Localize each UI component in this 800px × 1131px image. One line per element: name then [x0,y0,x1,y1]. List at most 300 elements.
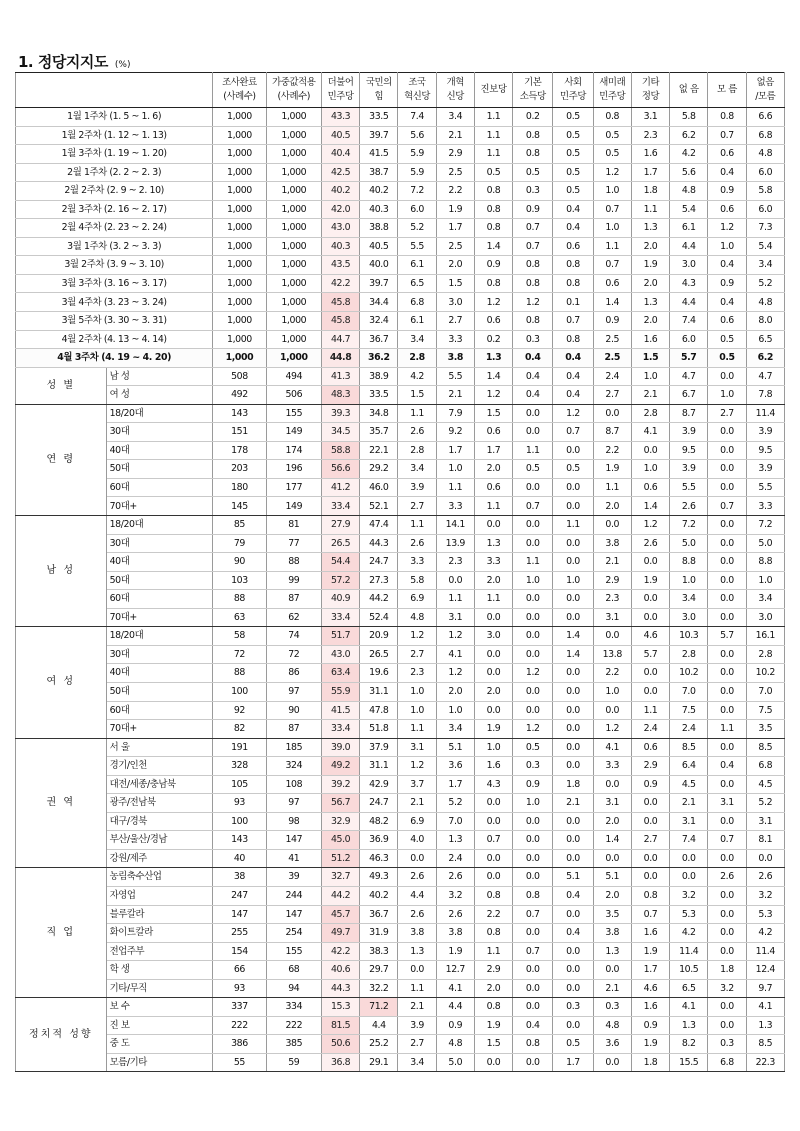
wave-row [16,330,785,349]
value-cell: 49.3 [360,868,398,887]
row-label: 70대+ [106,720,213,739]
value-cell: 2.1 [436,386,474,405]
value-cell: 54.4 [321,553,359,572]
value-cell: 49.7 [321,924,359,943]
value-cell: 0.0 [708,849,746,868]
value-cell: 40.5 [321,126,359,145]
value-cell: 0.0 [708,367,746,386]
column-header: 국민의 힘 [360,73,398,108]
value-cell: 0.0 [708,478,746,497]
value-cell: 40.0 [360,256,398,275]
value-cell: 3.8 [436,349,474,368]
value-cell: 4.8 [746,145,784,164]
value-cell: 1.2 [593,163,631,182]
value-cell: 2.8 [670,645,708,664]
value-cell: 5.1 [553,868,593,887]
value-cell: 43.5 [321,256,359,275]
value-cell: 2.6 [436,905,474,924]
value-cell: 0.4 [513,367,553,386]
value-cell: 147 [213,905,266,924]
value-cell: 2.1 [593,979,631,998]
value-cell: 6.5 [746,330,784,349]
value-cell: 4.8 [593,1016,631,1035]
column-header: 조사완료 (사례수) [213,73,266,108]
value-cell: 0.0 [553,961,593,980]
value-cell: 1.0 [398,682,436,701]
value-cell: 0.0 [474,645,512,664]
value-cell: 0.0 [553,590,593,609]
value-cell: 41.5 [360,145,398,164]
value-cell: 0.4 [553,219,593,238]
value-cell: 0.7 [593,200,631,219]
value-cell: 1.0 [708,386,746,405]
value-cell: 0.9 [631,775,669,794]
value-cell: 506 [266,386,321,405]
value-cell: 4.1 [436,645,474,664]
value-cell: 41 [266,849,321,868]
value-cell: 27.3 [360,571,398,590]
value-cell: 79 [213,534,266,553]
value-cell: 85 [213,516,266,535]
value-cell: 41.5 [321,701,359,720]
table-row [16,682,785,701]
table-row [16,590,785,609]
group-label: 연 령 [16,404,107,515]
table-row [16,1053,785,1072]
value-cell: 3.8 [593,924,631,943]
value-cell: 0.9 [631,1016,669,1035]
wave-row [16,145,785,164]
value-cell: 6.1 [398,312,436,331]
value-cell: 1.2 [631,516,669,535]
value-cell: 1.3 [631,219,669,238]
value-cell: 1.0 [746,571,784,590]
wave-label: 3월 1주차 (3. 2 ~ 3. 3) [16,237,213,256]
value-cell: 6.5 [398,274,436,293]
value-cell: 0.0 [553,812,593,831]
table-row [16,516,785,535]
value-cell: 8.1 [746,831,784,850]
value-cell: 38.8 [360,219,398,238]
value-cell: 1.7 [436,219,474,238]
value-cell: 1,000 [213,145,266,164]
value-cell: 3.0 [670,256,708,275]
value-cell: 108 [266,775,321,794]
value-cell: 0.0 [593,516,631,535]
value-cell: 1.6 [631,924,669,943]
value-cell: 1,000 [266,126,321,145]
value-cell: 1.8 [708,961,746,980]
value-cell: 93 [213,979,266,998]
value-cell: 0.5 [553,182,593,201]
value-cell: 3.4 [398,330,436,349]
value-cell: 0.4 [708,293,746,312]
value-cell: 36.2 [360,349,398,368]
value-cell: 35.7 [360,423,398,442]
value-cell: 3.1 [593,608,631,627]
value-cell: 1.9 [593,460,631,479]
value-cell: 62 [266,608,321,627]
page-title-block [18,51,130,73]
value-cell: 40.4 [321,145,359,164]
value-cell: 1,000 [213,219,266,238]
value-cell: 90 [213,553,266,572]
value-cell: 0.5 [593,126,631,145]
value-cell: 3.5 [746,720,784,739]
column-header: 없 음 [670,73,708,108]
value-cell: 49.2 [321,757,359,776]
table-row [16,775,785,794]
value-cell: 0.8 [513,886,553,905]
value-cell: 0.0 [631,682,669,701]
value-cell: 0.0 [513,868,553,887]
row-label: 40대 [106,441,213,460]
value-cell: 26.5 [321,534,359,553]
value-cell: 7.8 [746,386,784,405]
table-row [16,645,785,664]
value-cell: 40.9 [321,590,359,609]
unit-label: (%) [114,60,131,70]
table-row [16,942,785,961]
value-cell: 6.6 [746,108,784,127]
value-cell: 0.7 [513,942,553,961]
value-cell: 36.7 [360,330,398,349]
table-row [16,886,785,905]
table-row [16,979,785,998]
value-cell: 2.0 [474,571,512,590]
value-cell: 247 [213,886,266,905]
value-cell: 33.4 [321,608,359,627]
value-cell: 1.0 [593,182,631,201]
value-cell: 0.5 [708,349,746,368]
value-cell: 185 [266,738,321,757]
value-cell: 50.6 [321,1035,359,1054]
value-cell: 39.0 [321,738,359,757]
row-label: 40대 [106,664,213,683]
value-cell: 1.9 [436,942,474,961]
value-cell: 0.0 [553,701,593,720]
row-label: 50대 [106,571,213,590]
value-cell: 3.3 [436,497,474,516]
value-cell: 0.5 [553,126,593,145]
value-cell: 3.3 [474,553,512,572]
value-cell: 2.7 [593,386,631,405]
value-cell: 42.2 [321,942,359,961]
value-cell: 3.9 [398,478,436,497]
value-cell: 2.4 [436,849,474,868]
value-cell: 0.0 [708,571,746,590]
value-cell: 1.2 [513,664,553,683]
value-cell: 1.1 [474,942,512,961]
value-cell: 2.5 [436,237,474,256]
value-cell: 2.1 [553,794,593,813]
value-cell: 1.7 [631,163,669,182]
value-cell: 5.1 [593,868,631,887]
value-cell: 40.3 [321,237,359,256]
value-cell: 38 [213,868,266,887]
value-cell: 0.9 [708,274,746,293]
value-cell: 19.6 [360,664,398,683]
value-cell: 1,000 [213,293,266,312]
value-cell: 97 [266,682,321,701]
value-cell: 1.9 [474,720,512,739]
value-cell: 0.9 [474,256,512,275]
wave-label: 2월 1주차 (2. 2 ~ 2. 3) [16,163,213,182]
column-header: 없음 /모름 [746,73,784,108]
value-cell: 2.2 [593,664,631,683]
value-cell: 154 [213,942,266,961]
value-cell: 3.2 [436,886,474,905]
value-cell: 4.2 [670,924,708,943]
value-cell: 34.4 [360,293,398,312]
value-cell: 4.8 [436,1035,474,1054]
value-cell: 155 [266,942,321,961]
row-label: 부산/울산/경남 [106,831,213,850]
value-cell: 98 [266,812,321,831]
value-cell: 3.7 [398,775,436,794]
value-cell: 0.0 [513,849,553,868]
value-cell: 0.0 [708,534,746,553]
table-row [16,1035,785,1054]
value-cell: 1.5 [474,1035,512,1054]
value-cell: 1,000 [213,108,266,127]
table-row [16,1016,785,1035]
value-cell: 16.1 [746,627,784,646]
value-cell: 29.2 [360,460,398,479]
value-cell: 46.3 [360,849,398,868]
wave-row [16,219,785,238]
value-cell: 0.5 [513,163,553,182]
wave-label: 2월 2주차 (2. 9 ~ 2. 10) [16,182,213,201]
value-cell: 11.4 [746,404,784,423]
value-cell: 0.6 [631,478,669,497]
value-cell: 5.2 [398,219,436,238]
value-cell: 0.8 [631,886,669,905]
table-row [16,460,785,479]
row-label: 18/20대 [106,516,213,535]
value-cell: 0.0 [593,627,631,646]
value-cell: 0.0 [474,516,512,535]
value-cell: 1.1 [398,404,436,423]
row-label: 전업주부 [106,942,213,961]
value-cell: 2.0 [593,812,631,831]
value-cell: 0.5 [593,145,631,164]
value-cell: 0.8 [553,274,593,293]
value-cell: 1.4 [474,237,512,256]
value-cell: 38.7 [360,163,398,182]
value-cell: 4.7 [670,367,708,386]
value-cell: 1.0 [631,460,669,479]
value-cell: 0.6 [593,274,631,293]
value-cell: 41.2 [321,478,359,497]
value-cell: 0.4 [513,1016,553,1035]
table-row [16,627,785,646]
value-cell: 6.8 [708,1053,746,1072]
value-cell: 2.0 [436,256,474,275]
value-cell: 0.3 [553,998,593,1017]
value-cell: 0.0 [513,516,553,535]
value-cell: 147 [266,905,321,924]
value-cell: 3.4 [436,108,474,127]
value-cell: 203 [213,460,266,479]
value-cell: 0.4 [553,367,593,386]
group-label: 직 업 [16,868,107,998]
row-label: 학 생 [106,961,213,980]
value-cell: 92 [213,701,266,720]
value-cell: 51.7 [321,627,359,646]
value-cell: 2.2 [593,441,631,460]
value-cell: 0.4 [553,924,593,943]
value-cell: 0.0 [398,961,436,980]
value-cell: 0.0 [670,868,708,887]
row-label: 화이트칼라 [106,924,213,943]
value-cell: 328 [213,757,266,776]
table-row [16,664,785,683]
value-cell: 0.0 [670,849,708,868]
value-cell: 5.0 [670,534,708,553]
value-cell: 3.3 [746,497,784,516]
value-cell: 2.8 [746,645,784,664]
value-cell: 1.9 [474,1016,512,1035]
value-cell: 6.8 [398,293,436,312]
table-row [16,386,785,405]
value-cell: 1.1 [474,108,512,127]
value-cell: 1.4 [553,645,593,664]
value-cell: 86 [266,664,321,683]
value-cell: 4.1 [436,979,474,998]
value-cell: 58.8 [321,441,359,460]
value-cell: 1.2 [474,293,512,312]
value-cell: 1.2 [553,404,593,423]
value-cell: 10.2 [670,664,708,683]
value-cell: 2.7 [436,312,474,331]
value-cell: 51.2 [321,849,359,868]
value-cell: 7.2 [746,516,784,535]
value-cell: 1.6 [474,757,512,776]
row-label: 모름/기타 [106,1053,213,1072]
value-cell: 7.2 [398,182,436,201]
value-cell: 0.0 [513,1053,553,1072]
value-cell: 0.5 [553,1035,593,1054]
value-cell: 4.4 [398,886,436,905]
value-cell: 0.0 [553,979,593,998]
value-cell: 0.0 [708,682,746,701]
value-cell: 7.9 [436,404,474,423]
value-cell: 1.5 [631,349,669,368]
value-cell: 88 [213,664,266,683]
value-cell: 1,000 [213,312,266,331]
value-cell: 196 [266,460,321,479]
value-cell: 2.6 [398,534,436,553]
value-cell: 2.1 [398,794,436,813]
row-label: 30대 [106,534,213,553]
value-cell: 25.2 [360,1035,398,1054]
value-cell: 145 [213,497,266,516]
row-label: 60대 [106,478,213,497]
value-cell: 1.8 [631,182,669,201]
value-cell: 40.3 [360,200,398,219]
value-cell: 0.0 [708,738,746,757]
value-cell: 0.6 [708,312,746,331]
value-cell: 1,000 [266,256,321,275]
row-label: 광주/전남북 [106,794,213,813]
value-cell: 0.0 [513,404,553,423]
value-cell: 0.2 [474,330,512,349]
value-cell: 1.0 [670,571,708,590]
value-cell: 2.5 [593,349,631,368]
value-cell: 2.8 [631,404,669,423]
value-cell: 2.9 [474,961,512,980]
value-cell: 0.0 [593,701,631,720]
value-cell: 222 [213,1016,266,1035]
value-cell: 59 [266,1053,321,1072]
value-cell: 0.0 [553,905,593,924]
value-cell: 3.9 [746,460,784,479]
value-cell: 1.3 [436,831,474,850]
value-cell: 174 [266,441,321,460]
value-cell: 2.9 [436,145,474,164]
row-label: 50대 [106,460,213,479]
value-cell: 94 [266,979,321,998]
table-row [16,849,785,868]
value-cell: 3.4 [746,256,784,275]
value-cell: 36.9 [360,831,398,850]
value-cell: 1.3 [670,1016,708,1035]
value-cell: 3.9 [670,460,708,479]
value-cell: 0.0 [513,998,553,1017]
value-cell: 7.2 [670,516,708,535]
value-cell: 2.6 [398,423,436,442]
value-cell: 0.0 [474,868,512,887]
value-cell: 32.4 [360,312,398,331]
value-cell: 222 [266,1016,321,1035]
value-cell: 0.8 [708,108,746,127]
value-cell: 0.0 [474,608,512,627]
value-cell: 0.0 [593,775,631,794]
row-label: 60대 [106,701,213,720]
value-cell: 47.4 [360,516,398,535]
value-cell: 4.1 [631,423,669,442]
value-cell: 0.6 [553,237,593,256]
table-row [16,831,785,850]
value-cell: 34.5 [321,423,359,442]
value-cell: 63 [213,608,266,627]
value-cell: 0.5 [553,163,593,182]
value-cell: 0.0 [513,961,553,980]
value-cell: 0.6 [708,200,746,219]
wave-label: 1월 3주차 (1. 19 ~ 1. 20) [16,145,213,164]
value-cell: 77 [266,534,321,553]
value-cell: 0.8 [513,274,553,293]
value-cell: 44.3 [360,534,398,553]
row-label: 블루칼라 [106,905,213,924]
value-cell: 1.7 [474,441,512,460]
value-cell: 8.5 [670,738,708,757]
value-cell: 5.4 [670,200,708,219]
value-cell: 0.3 [513,757,553,776]
row-label: 18/20대 [106,404,213,423]
value-cell: 0.0 [474,849,512,868]
value-cell: 1,000 [266,108,321,127]
value-cell: 1.3 [746,1016,784,1035]
value-cell: 0.5 [474,163,512,182]
value-cell: 10.2 [746,664,784,683]
value-cell: 0.0 [474,664,512,683]
value-cell: 52.1 [360,497,398,516]
value-cell: 3.1 [746,812,784,831]
value-cell: 44.2 [321,886,359,905]
value-cell: 1,000 [213,200,266,219]
